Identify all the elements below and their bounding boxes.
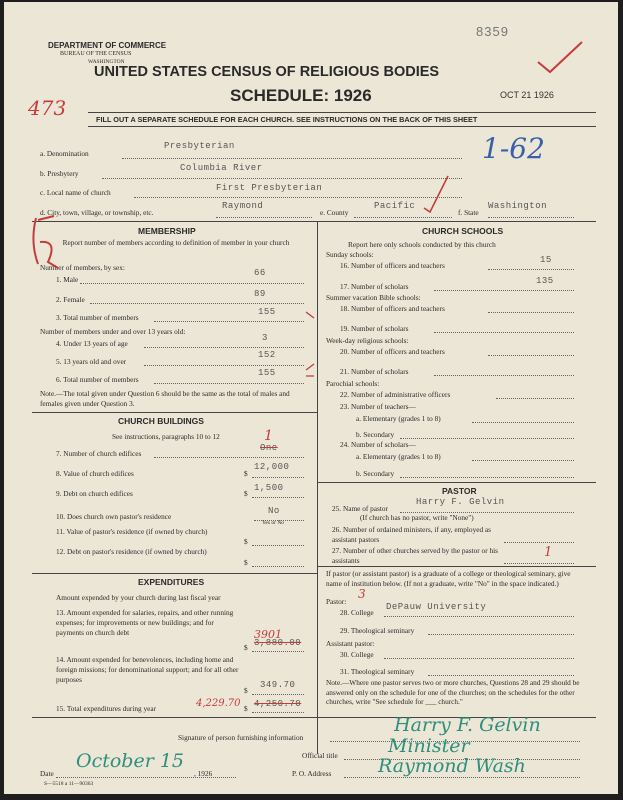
presbytery-value: Columbia River [180, 163, 263, 173]
county-value: Pacific [374, 201, 416, 211]
q24-label: 24. Number of scholars— [340, 440, 416, 449]
q6-value: 155 [258, 368, 276, 378]
red-tick-icon [422, 174, 450, 214]
q5-label: 5. 13 years old and over [56, 357, 127, 366]
q19-label: 19. Number of scholars [340, 324, 409, 333]
buildings-title: CHURCH BUILDINGS [118, 416, 204, 426]
red-margin-scribble-icon [28, 212, 64, 272]
membership-note: Note.—The total given under Question 6 should be the same as the total of males and females given under Question 3. [40, 389, 290, 408]
q15-correction: 4,229.70 [196, 698, 241, 709]
membership-intro: Report number of members according to definition of member in your church [62, 238, 290, 247]
q10-label: 10. Does church own pastor's residence [56, 512, 172, 521]
q9-value: 1,500 [254, 483, 284, 493]
q25-value: Harry F. Gelvin [416, 497, 505, 507]
received-date-stamp: OCT 21 1926 [500, 90, 554, 100]
red-margin-marks-icon [304, 304, 318, 382]
official-title-value: Minister [388, 735, 470, 757]
state-label: f. State [458, 208, 479, 217]
q2-value: 89 [254, 289, 266, 299]
q25-hint: (If church has no pastor, write "None") [360, 513, 474, 522]
header-rule-top [88, 112, 596, 113]
q23a-label: a. Elementary (grades 1 to 8) [356, 414, 441, 423]
q21-label: 21. Number of scholars [340, 367, 409, 376]
q2-label: 2. Female [56, 295, 85, 304]
q8-label: 8. Value of church edifices [56, 469, 134, 478]
q25-label: 25. Name of pastor [332, 504, 388, 513]
bureau-label: BUREAU OF THE CENSUS [60, 51, 132, 57]
parochial-schools-label: Parochial schools: [326, 379, 380, 388]
city-field-label: d. City, town, village, or township, etc. [40, 208, 154, 217]
schools-intro: Report here only schools conducted by this church [348, 240, 496, 249]
state-value: Washington [488, 201, 548, 211]
signature-value: Harry F. Gelvin [394, 714, 541, 736]
signature-label: Signature of person furnishing information [178, 733, 304, 742]
q16-value: 15 [540, 255, 552, 265]
q16-label: 16. Number of officers and teachers [340, 261, 445, 270]
q26-label: 26. Number of ordained ministers, if any, employed as assistant pastors [332, 525, 492, 544]
q6-label: 6. Total number of members [56, 375, 139, 384]
q5-value: 152 [258, 350, 276, 360]
city-label: WASHINGTON [88, 59, 125, 65]
county-label: e. County [320, 208, 349, 217]
q1-value: 66 [254, 268, 266, 278]
q24a-label: a. Elementary (grades 1 to 8) [356, 452, 441, 461]
q13-label: 13. Amount expended for salaries, repairs, and other running expenses; for improvements or new buildings; and for payments on church debt [56, 608, 234, 637]
date-year: , 1926 [194, 769, 213, 778]
pastor-subheading: Pastor: [326, 597, 347, 606]
q28-label: 28. College [340, 608, 374, 617]
q4-value: 3 [262, 333, 268, 343]
church-name-label: c. Local name of church [40, 188, 111, 197]
header-rule-bottom [88, 126, 596, 127]
q9-label: 9. Debt on church edifices [56, 489, 133, 498]
serial-number: 8359 [476, 24, 509, 39]
q3-value: 155 [258, 307, 276, 317]
weekday-schools-label: Week-day religious schools: [326, 336, 409, 345]
red-code-note: 473 [28, 96, 67, 120]
q23b-label: b. Secondary [356, 430, 395, 439]
city-value: Raymond [222, 201, 264, 211]
expenditures-title: EXPENDITURES [138, 577, 205, 587]
q28-value: DePauw University [386, 602, 487, 612]
q20-label: 20. Number of officers and teachers [340, 347, 445, 356]
q15-value: 4,250.70 [254, 699, 302, 709]
q4-label: 4. Under 13 years of age [56, 339, 128, 348]
presbytery-label: b. Presbytery [40, 169, 79, 178]
red-check-mark-icon [536, 40, 584, 76]
q12-label: 12. Debt on pastor's residence (if owned by church) [56, 547, 207, 556]
assistant-subheading: Assistant pastor: [326, 639, 375, 648]
date-value: October 15 [76, 750, 184, 772]
q3-label: 3. Total number of members [56, 313, 139, 322]
q17-value: 135 [536, 276, 554, 286]
q11-label: 11. Value of pastor's residence (if owned by church) [56, 527, 208, 536]
schools-title: CHURCH SCHOOLS [422, 226, 504, 236]
column-divider [317, 222, 318, 754]
census-schedule-page: 8359 DEPARTMENT OF COMMERCE BUREAU OF THE CENSUS WASHINGTON UNITED STATES CENSUS OF RELIGIOUS BODIES SCHEDULE: 1926 OCT 21 1926 473 FILL OUT A SEPARATE SCHEDULE FOR EACH CHURCH. SEE INSTRUCTIONS ON THE BACK OF THIS SHEET a. Denomination Presbyterian 1-62 b. Presbytery Columbia River c. Local name of church First Presbyterian d. City, town, village, or township, etc. Raymond e. County Pacific f. State Washington MEMBERSHIP Report number of members according to definition of member in your church Number of members, by sex: 1. Male 66 2. Female 89 3. Total number of members 155 Number of members under and over 13 years old: 4. Under 13 years of age 3 5. 13 years old and over 152 6. Total number of members 155 Note.—The total given under Question 6 should be the same as the total of males and females given under Question 3. CHURCH BUILDINGS See instructions, paragraphs 10 to 12 7. Number of church edifices One 1 8. Value of church edifices $ 12,000 9. Debt on church edifices $ 1,500 10. Does church own pastor's residence No Yes or No 11. Value of pastor's residence (if owned by church) $ 12. Debt on pastor's residence (if owned by church) $ EXPENDITURES Amount expended by your church during last fiscal year 13. Amount expended for salaries, repairs, and other running expenses; for improvements or new buildings; and for payments on church debt 3901 $ 3,880.00 14. Amount expended for benevolences, including home and foreign missions; for denominational support; and for all other purposes $ 349.70 15. Total expenditures during year $ 4,250.70 4,229.70 CHURCH SCHOOLS Report here only schools conducted by this church Sunday schools: 16. Number of officers and teachers 15 17. Number of scholars 135 Summer vacation Bible schools: 18. Number of officers and teachers 19. Number of scholars Week-day religious schools: 20. Number of officers and teachers 21. Number of scholars Parochial schools: 22. Number of administrative officers 23. Number of teachers— a. Elementary (grades 1 to 8) b. Secondary 24. Number of scholars— a. Elementary (grades 1 to 8) b. Secondary PASTOR 25. Name of pastor Harry F. Gelvin (If church has no pastor, write "None") 26. Number of ordained ministers, if any, employed as assistant pastors 27. Number of other churches served by the pastor or his assistants 1 If pastor (or assistant pastor) is a graduate of a college or theological seminary, give name of institution below. (If not a graduate, write "No" in the space indicated.) Pastor: 3 28. College DePauw University 29. Theological seminary Assistant pastor: 30. College 31. Theological seminary Note.—Where one pastor serves two or more churches, Questions 28 and 29 should be answered only on the schedule for one of the churches; on the schedules for the other churches, write "See schedule for ___ church." Signature of person furnishing information Harry F. Gelvin Official title Minister Date October 15 , 1926 P. O. Address Raymond Wash S—5518 a 11—90363 [4, 2, 618, 794]
q10-hint: Yes or No [262, 520, 285, 526]
po-address-value: Raymond Wash [378, 755, 526, 777]
graduate-note: If pastor (or assistant pastor) is a graduate of a college or theological seminary, give name of institution below. (If not a graduate, write "No" in the space indicated.) [326, 569, 571, 588]
multi-church-note: Note.—Where one pastor serves two or more churches, Questions 28 and 29 should be answered only on the schedule for one of the churches; on the schedules for the other churches, write "See schedule for ___ church." [326, 678, 580, 706]
q7-label: 7. Number of church edifices [56, 449, 142, 458]
q15-label: 15. Total expenditures during year [56, 704, 157, 713]
q7-value: One [260, 443, 278, 453]
form-code: S—5518 a 11—90363 [44, 781, 94, 787]
q8-value: 12,000 [254, 462, 290, 472]
official-title-label: Official title [302, 751, 338, 760]
po-address-label: P. O. Address [292, 769, 332, 778]
date-label: Date [40, 769, 54, 778]
q30-label: 30. College [340, 650, 374, 659]
q27-value: 1 [544, 545, 553, 560]
form-subtitle: SCHEDULE: 1926 [230, 86, 372, 105]
q10-value: No [268, 506, 280, 516]
denomination-value: Presbyterian [164, 141, 235, 151]
department-label: DEPARTMENT OF COMMERCE [48, 41, 167, 50]
pastor-red-mark: 3 [358, 587, 366, 601]
q23-label: 23. Number of teachers— [340, 402, 416, 411]
q7-correction: 1 [264, 428, 273, 444]
q13-correction: 3901 [254, 628, 282, 641]
form-title: UNITED STATES CENSUS OF RELIGIOUS BODIES [94, 64, 440, 80]
q17-label: 17. Number of scholars [340, 282, 409, 291]
sunday-schools-label: Sunday schools: [326, 250, 374, 259]
q1-label: 1. Male [56, 275, 79, 284]
members-by-sex-label: Number of members, by sex: [40, 263, 125, 272]
blue-code-note: 1-62 [482, 132, 545, 165]
pastor-title: PASTOR [442, 486, 477, 496]
q13-value: 3,880.00 [254, 638, 302, 648]
q29-label: 29. Theological seminary [340, 626, 415, 635]
summer-schools-label: Summer vacation Bible schools: [326, 293, 421, 302]
expenditures-intro: Amount expended by your church during last fiscal year [56, 593, 221, 602]
church-name-value: First Presbyterian [216, 183, 323, 193]
q24b-label: b. Secondary [356, 469, 395, 478]
q18-label: 18. Number of officers and teachers [340, 304, 445, 313]
q14-label: 14. Amount expended for benevolences, including home and foreign missions; for denominational support; and for all other purposes [56, 655, 239, 684]
q31-label: 31. Theological seminary [340, 667, 415, 676]
section-rule [32, 221, 596, 222]
buildings-intro: See instructions, paragraphs 10 to 12 [112, 432, 220, 441]
age-intro-label: Number of members under and over 13 years old: [40, 327, 186, 336]
q14-value: 349.70 [260, 680, 296, 690]
q27-label: 27. Number of other churches served by the pastor or his assistants [332, 546, 498, 565]
q22-label: 22. Number of administrative officers [340, 390, 451, 399]
membership-title: MEMBERSHIP [138, 226, 196, 236]
denomination-label: a. Denomination [40, 149, 89, 158]
separate-schedule-instructions: FILL OUT A SEPARATE SCHEDULE FOR EACH CHURCH. SEE INSTRUCTIONS ON THE BACK OF THIS SHEET [96, 115, 478, 124]
